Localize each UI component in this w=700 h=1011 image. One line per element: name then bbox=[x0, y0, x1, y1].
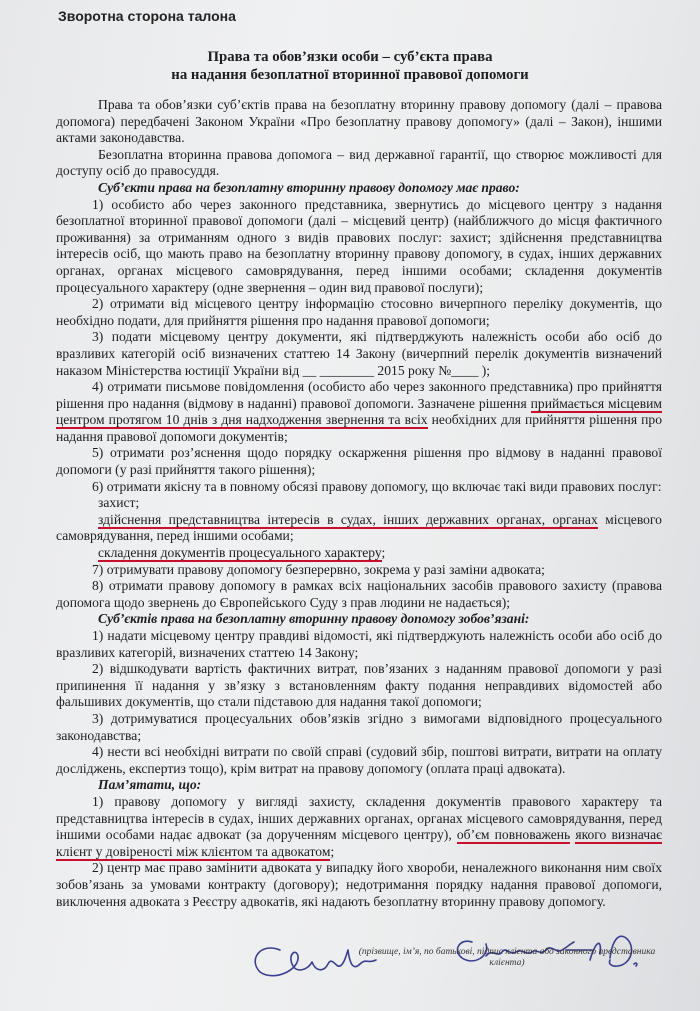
duty-item-2: 2) відшкодувати вартість фактичних витрат, пов’язаних з наданням правової допомоги у разі припинення її надання у зв’язку з встановленням факту подання неправдивих відомостей або фальшивих документів, що стали підставою для надання такої допомоги; bbox=[56, 661, 662, 710]
duty-item-4: 4) нести всі необхідні витрати по своїй справі (судовий збір, поштові витрати, витрати на оплату досліджень, експертиз тощо), крім витрат на правову допомогу (оплата праці адвоката). bbox=[56, 744, 662, 776]
remember-item-1 bbox=[56, 794, 662, 860]
title-line-2: на надання безоплатної вторинної правової допомоги bbox=[171, 67, 529, 83]
title-line-1: Права та обов’язки особи – суб’єкта права bbox=[207, 49, 493, 65]
service-documents bbox=[56, 545, 662, 562]
right-item-4-underlined: приймається місцевим центром протягом 10 днів з дня надходження звернення та всіх bbox=[56, 395, 662, 428]
right-item-7: 7) отримувати правову допомогу безперервно, зокрема у разі заміни адвоката; bbox=[92, 561, 545, 577]
duty-item-1: 1) надати місцевому центру правдиві відомості, які підтверджують належність особи або осіб до вразливих категорій, визначених статтею 14 Закону; bbox=[56, 628, 662, 660]
signature-caption: (прізвище, ім’я, по батькові, підпис клієнта або законного представника клієнта) bbox=[358, 947, 656, 968]
right-item-3: 3) подати місцевому центру документи, які підтверджують належність особи або осіб до вразливих категорій осіб визначених статтею 14 Закону (вичерпний перелік документів визначений наказом Міністерства юстиції України від __ ________ 2015 року №____ ); bbox=[56, 329, 662, 378]
right-item-1: 1) особисто або через законного представника, звернутись до місцевого центру з надання безоплатної вторинної правової допомоги (далі – місцевий центр) (найближчого до місця фактичного проживання) за отриманням одного з видів правових послуг: захист; здійснення представництва інтересів осіб, що мають право на безоплатну вторинну правову допомогу, в судах, інших державних органах, органах місцевого самоврядування, перед іншими особами; складення документів процесуального характеру (одне звернення – один вид правової послуги); bbox=[56, 196, 662, 295]
intro-paragraph-2: Безоплатна вторинна правова допомога – вид державної гарантії, що створює можливості для доступу осіб до правосуддя. bbox=[56, 146, 662, 179]
service-documents-underlined: складення документів процесуального характеру bbox=[98, 545, 382, 561]
rights-heading: Суб’єкти права на безоплатну вторинну правову допомогу має право: bbox=[98, 179, 520, 195]
right-item-4-text-a: 4) отримати письмове повідомлення (особисто або через законного представника) про прийняття рішення про надання (відмову в наданні) правової допомоги. Зазначене рішення bbox=[56, 379, 662, 411]
document-title bbox=[55, 48, 645, 84]
remember-item-1-text: 1) правову допомогу у вигляді захисту, складення документів правового характеру та представництва інтересів в судах, інших державних органах, органах місцевого самоврядування, перед іншими особами надає адвокат (за дорученням місцевого центру), bbox=[56, 793, 662, 843]
right-item-4 bbox=[56, 379, 662, 445]
service-representation-rest: місцевого самоврядування, перед іншими особами; bbox=[56, 511, 662, 544]
right-item-4-text-b: необхідних для прийняття рішення про надання правової допомоги документів; bbox=[56, 412, 662, 444]
service-representation bbox=[56, 512, 662, 545]
right-item-6: 6) отримати якісну та в повному обсязі правову допомогу, що включає такі види правових послуг: bbox=[92, 478, 662, 494]
remember-item-1-underlined-b: якого визначає клієнт у довіреності між клієнтом та адвокатом bbox=[56, 827, 662, 859]
remember-item-2: 2) центр має право замінити адвоката у випадку його хвороби, неналежного виконання ним своїх зобов’язань за умовами контракту (договору); недотримання порядку надання правової допомоги, виключення адвоката з Реєстру адвокатів, які надають безоплатну вторинну правову допомогу. bbox=[56, 860, 662, 909]
remember-item-1-end: ; bbox=[330, 843, 335, 859]
service-documents-end: ; bbox=[381, 545, 386, 561]
right-item-5: 5) отримати роз’яснення щодо порядку оскарження рішення про відмову в наданні правової допомоги (у разі прийняття такого рішення); bbox=[56, 445, 662, 478]
intro-paragraph: Права та обов’язки суб’єктів права на безоплатну вторинну правову допомогу (далі – правова допомога) передбачені Законом України «Про безоплатну правову допомогу» (далі – Закон), іншими актами законодавства. bbox=[56, 97, 662, 146]
right-item-8: 8) отримати правову допомогу в рамках всіх національних засобів правового захисту (правова допомога щодо звернень до Європейського Суду з прав людини не надається); bbox=[56, 578, 662, 610]
document-body bbox=[56, 97, 662, 910]
duties-heading: Суб’єктів права на безоплатну вторинну правову допомогу зобов’язані: bbox=[98, 611, 530, 627]
service-defense: захист; bbox=[98, 495, 140, 511]
service-representation-underlined: здійснення представництва інтересів в судах, інших державних органах, органах bbox=[98, 511, 598, 527]
remember-item-1-underlined-a: об’єм повноважень bbox=[456, 827, 571, 843]
page-header: Зворотна сторона талона bbox=[58, 8, 236, 24]
duty-item-3: 3) дотримуватися процесуальних обов’язків згідно з вимогами відповідного процесуального законодавства; bbox=[56, 710, 662, 743]
right-item-2: 2) отримати від місцевого центру інформацію стосовно вичерпного переліку документів, що необхідно подати, для прийняття рішення про надання правової допомоги; bbox=[56, 296, 662, 328]
remember-heading: Пам’ятати, що: bbox=[98, 777, 202, 793]
